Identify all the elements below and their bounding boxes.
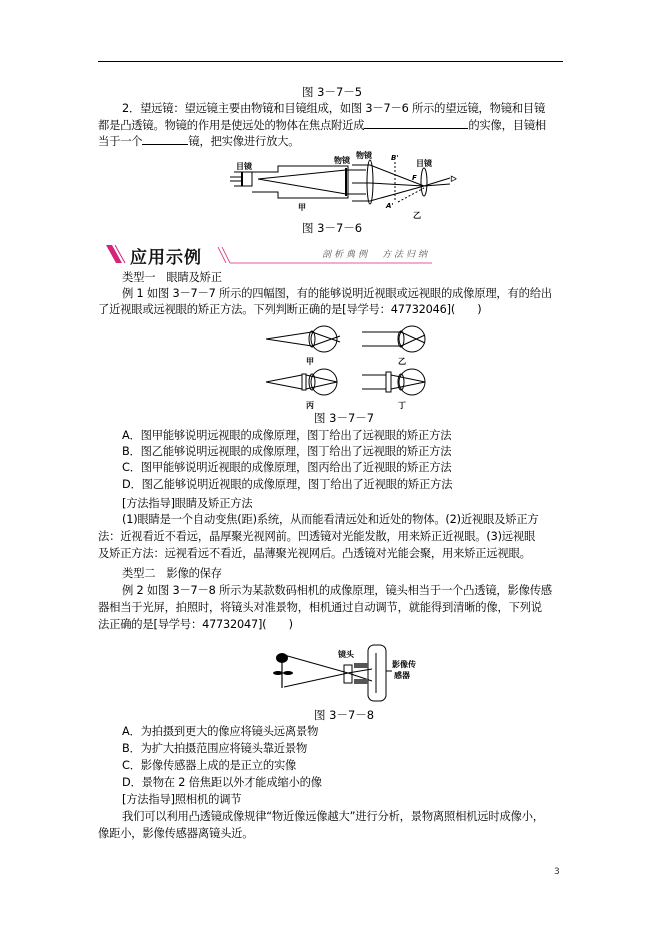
figure-caption-3-7-5: 图 3－7－5 (302, 85, 363, 99)
example2-option-d[interactable]: D．景物在 2 倍焦距以外才能成缩小的像 (122, 776, 322, 789)
type2-guide-line-1: 我们可以利用凸透镜成像规律“物近像远像越大”进行分析，景物离照相机远时成像小， (122, 810, 544, 823)
section-subtitle: 剖析典例 方法归纳 (321, 250, 430, 260)
type1-guide-title: [方法指导]眼睛及矫正方法 (122, 497, 253, 510)
camera-figure (270, 643, 420, 705)
figure-caption-3-7-6: 图 3－7－6 (302, 221, 363, 235)
example1-line-2: 了近视眼或远视眼的矫正方法。下列判断正确的是[导学号：47732046]( ) (98, 303, 482, 316)
example1-option-d[interactable]: D．图乙能够说明近视眼的成像原理，图丁给出了近视眼的矫正方法 (122, 478, 453, 491)
telescope-figure (228, 150, 460, 220)
page-number: 3 (554, 867, 560, 877)
telescope-line-2-a: 都是凸透镜。物镜的作用是使远处的物体在焦点附近成 (98, 119, 365, 132)
eye-diagram-yi (362, 326, 425, 352)
telescope-line-2 (98, 117, 568, 134)
objective-label-left: 物镜 (334, 156, 350, 165)
example2-line-3: 法正确的是[导学号：47732047]( ) (98, 618, 293, 631)
type2-guide-title: [方法指导]照相机的调节 (122, 793, 242, 806)
telescope-ray-diagram (352, 160, 450, 204)
lens-label: 镜头 (338, 650, 354, 659)
example1-option-b[interactable]: B．图乙能够说明远视眼的成像原理，图丁给出了远视眼的矫正方法 (122, 445, 452, 458)
telescope-line-1: 2．望远镜：望远镜主要由物镜和目镜组成，如图 3－7－6 所示的望远镜，物镜和目镜 (122, 102, 546, 115)
type1-guide-line-3: 及矫正方法：远视看远不看近，晶薄聚光视网后。凸透镜对光能会聚，用来矫正远视眼。 (98, 547, 531, 560)
eye-label-bing: 丙 (306, 401, 314, 410)
sensor-label-line2: 感器 (394, 671, 410, 680)
sensor-label-line1: 影像传 (392, 660, 416, 669)
example2-line-2: 器相当于光屏，拍照时，将镜头对准景物，相机通过自动调节，就能得到清晰的像，下列说 (98, 601, 542, 614)
example1-line-1: 例 1 如图 3－7－7 所示的四幅图，有的能够说明近视眼或远视眼的成像原理，有的给出 (122, 287, 552, 300)
header-rule (98, 61, 563, 62)
section-header (104, 243, 434, 267)
a-prime-label: A' (386, 202, 394, 210)
eye-icon: ᐅ (450, 175, 457, 185)
answer-blank-2[interactable] (142, 133, 188, 145)
eye-diagram-jia (266, 326, 340, 352)
eye-diagram-bing (266, 369, 337, 395)
type1-guide-line-2: 法：近视看近不看远，晶厚聚光视网前。凹透镜对光能发散，用来矫正近视眼。(3)远视眼 (98, 530, 536, 543)
example2-option-c[interactable]: C．影像传感器上成的是正立的实像 (122, 759, 297, 772)
eye-label-yi: 乙 (398, 357, 406, 366)
figure-caption-3-7-7: 图 3－7－7 (314, 411, 375, 425)
example1-option-a[interactable]: A．图甲能够说明远视眼的成像原理，图丁给出了远视眼的矫正方法 (122, 429, 452, 442)
telescope-line-3-a: 当于一个 (98, 135, 143, 148)
example2-line-1: 例 2 如图 3－7－8 所示为某款数码相机的成像原理，镜头相当于一个凸透镜，影像传感 (122, 584, 552, 597)
answer-blank-1[interactable] (364, 117, 468, 129)
type1-heading: 类型一 眼睛及矫正 (122, 271, 222, 284)
eye-diagrams-figure (262, 324, 434, 410)
eye-diagram-ding (362, 369, 425, 395)
eyepiece-label-right: 目镜 (416, 159, 432, 168)
type1-guide-line-1: (1)眼睛是一个自动变焦(距)系统，从而能看清远处和近处的物体。(2)近视眼及矫正方 (122, 513, 539, 526)
telescope-line-3 (98, 133, 568, 150)
label-yi: 乙 (413, 211, 421, 220)
section-stripe-icon (104, 245, 126, 265)
section-title: 应用示例 (130, 248, 202, 268)
eyepiece-label-left: 目镜 (236, 162, 252, 171)
example1-option-c[interactable]: C．图甲能够说明近视眼的成像原理，图丙给出了近视眼的矫正方法 (122, 461, 452, 474)
type2-heading: 类型二 影像的保存 (122, 567, 222, 580)
telescope-line-2-b: 的实像，目镜相 (468, 119, 547, 132)
figure-caption-3-7-8: 图 3－7－8 (314, 708, 375, 722)
eye-label-ding: 丁 (398, 401, 406, 410)
example2-option-a[interactable]: A．为拍摄到更大的像应将镜头远离景物 (122, 725, 319, 738)
label-jia: 甲 (298, 203, 306, 212)
eye-label-jia: 甲 (306, 357, 314, 366)
f-label: F (412, 174, 417, 182)
example2-option-b[interactable]: B．为扩大拍摄范围应将镜头靠近景物 (122, 742, 308, 755)
objective-label-right: 物镜 (356, 151, 372, 160)
telescope-line-3-b: 镜，把实像进行放大。 (188, 135, 300, 148)
type2-guide-line-2: 像距小，影像传感器离镜头近。 (98, 827, 254, 840)
b-prime-label: B' (391, 154, 399, 162)
